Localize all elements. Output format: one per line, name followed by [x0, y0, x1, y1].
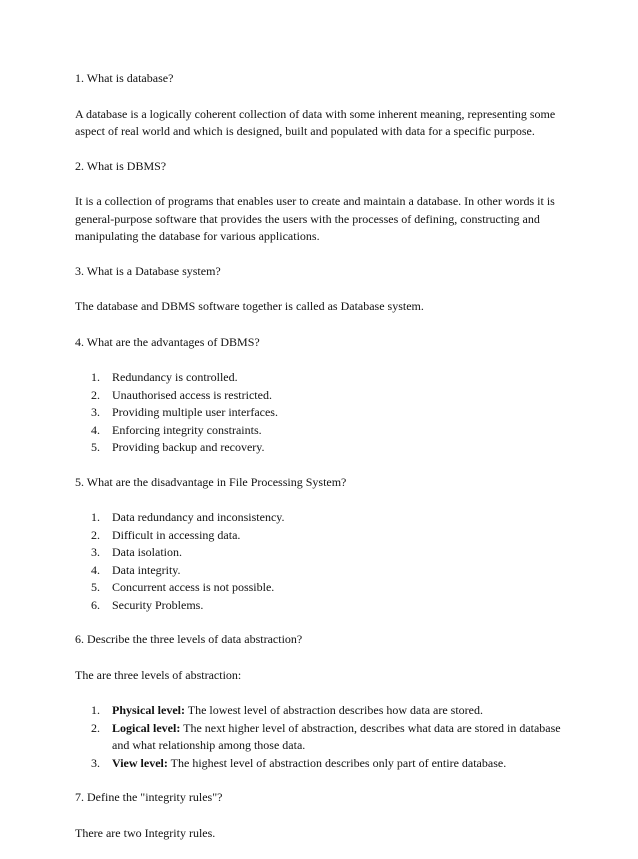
list-item [75, 544, 570, 562]
list-item [75, 527, 570, 545]
list-number: 2. [91, 387, 100, 402]
question-2: 2. What is DBMS? [75, 158, 167, 173]
abstraction-intro: The are three levels of abstraction: [75, 667, 242, 682]
list-text: Difficult in accessing data. [112, 527, 241, 542]
list-item [75, 720, 570, 755]
list-item [75, 562, 570, 580]
level-term: Logical level: [112, 720, 181, 735]
question-3: 3. What is a Database system? [75, 263, 221, 278]
answer-2: It is a collection of programs that enables user to create and maintain a database. In other words it is general-purpose software that provides the users with the processes of defining, constructing and manipulating the database for various applications. [75, 194, 555, 243]
answer-1: A database is a logically coherent collection of data with some inherent meaning, representing some aspect of real world and which is designed, built and populated with data for a specific purpose. [75, 106, 556, 138]
list-item [75, 597, 570, 615]
list-number: 1. [91, 510, 100, 524]
list-number: 4. [91, 422, 100, 437]
abstraction-levels-list [75, 702, 570, 772]
list-item [75, 387, 570, 405]
list-number: 3. [91, 405, 100, 419]
level-term: View level: [112, 755, 168, 770]
question-6: 6. Describe the three levels of data abstraction? [75, 632, 303, 646]
advantages-list [75, 369, 570, 457]
list-number: 1. [91, 370, 100, 384]
list-number: 5. [91, 580, 100, 594]
list-number: 2. [91, 720, 100, 735]
list-number: 2. [91, 527, 100, 542]
list-text: Data isolation. [112, 545, 182, 559]
question-4: 4. What are the advantages of DBMS? [75, 334, 260, 349]
list-item [75, 755, 570, 773]
question-1: 1. What is database? [75, 71, 174, 85]
list-text: Concurrent access is not possible. [112, 580, 275, 594]
level-description: The highest level of abstraction describes only part of entire database. [167, 755, 507, 770]
list-text: Security Problems. [112, 597, 204, 612]
list-item [75, 702, 570, 720]
list-number: 4. [91, 562, 100, 577]
list-number: 3. [91, 545, 100, 559]
disadvantages-list [75, 509, 570, 614]
list-number: 3. [91, 755, 100, 770]
list-text: Data integrity. [112, 562, 181, 577]
list-item [75, 509, 570, 527]
list-number: 6. [91, 597, 100, 612]
list-number: 1. [91, 703, 100, 717]
list-number: 5. [91, 440, 100, 454]
list-text: Unauthorised access is restricted. [112, 387, 272, 402]
list-item [75, 369, 570, 387]
answer-7: There are two Integrity rules. [75, 825, 216, 840]
question-7: 7. Define the "integrity rules"? [75, 790, 223, 804]
document-page [75, 70, 570, 859]
answer-3: The database and DBMS software together is called as Database system. [75, 299, 424, 313]
level-term: Physical level: [112, 703, 185, 717]
list-text: Providing multiple user interfaces. [112, 405, 278, 419]
list-item [75, 404, 570, 422]
question-5: 5. What are the disadvantage in File Processing System? [75, 474, 347, 489]
list-item [75, 439, 570, 457]
list-text: Enforcing integrity constraints. [112, 422, 262, 437]
list-text: Providing backup and recovery. [112, 440, 265, 454]
level-description: The next higher level of abstraction, describes what data are stored in database and what relationship among those data. [112, 720, 561, 752]
list-text: Redundancy is controlled. [112, 370, 238, 384]
level-description: The lowest level of abstraction describes how data are stored. [184, 703, 483, 717]
list-item [75, 579, 570, 597]
list-item [75, 422, 570, 440]
list-text: Data redundancy and inconsistency. [112, 510, 285, 524]
